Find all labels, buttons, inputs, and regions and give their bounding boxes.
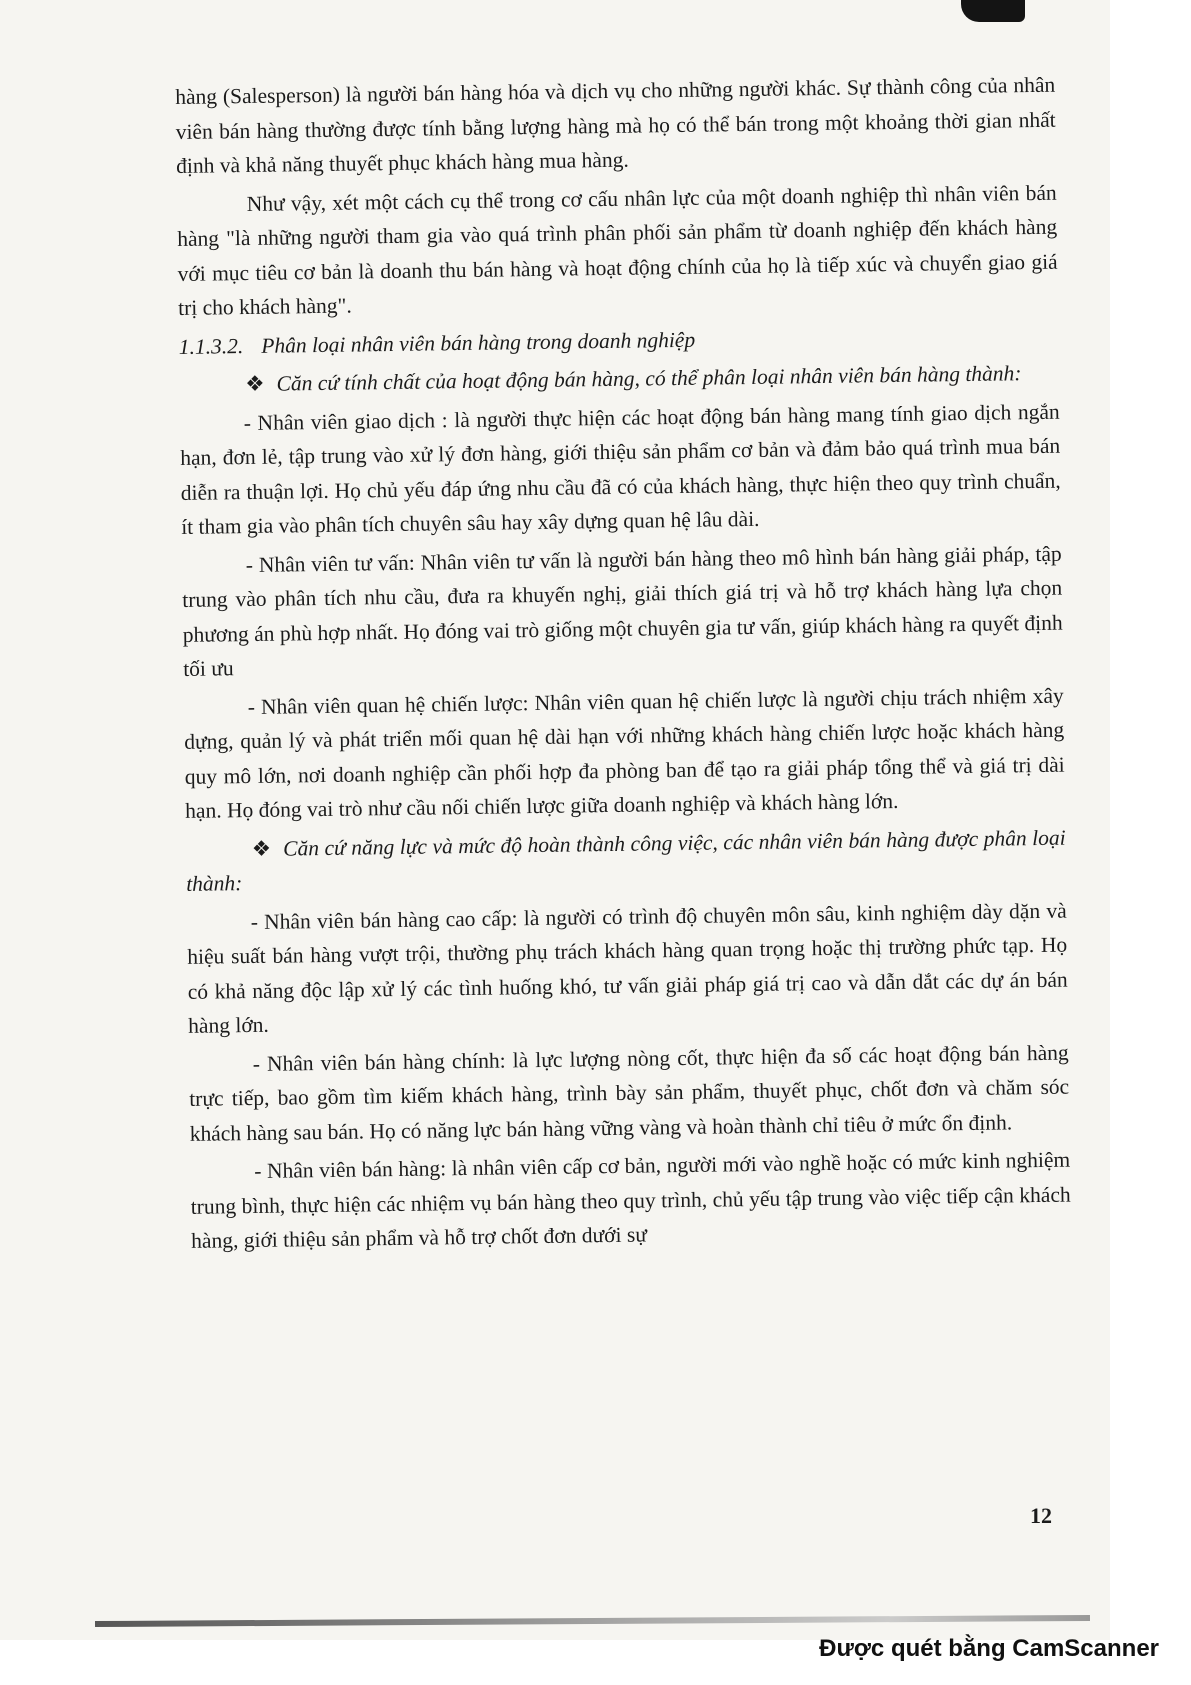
criteria-text: Căn cứ tính chất của hoạt động bán hàng, có thể phân loại nhân viên bán hàng thành:	[276, 361, 1022, 396]
section-title: Phân loại nhân viên bán hàng trong doanh nghiệp	[261, 327, 696, 358]
paragraph-salesperson-definition: hàng (Salesperson) là người bán hàng hóa và dịch vụ cho những người khác. Sự thành công của nhân viên bán hàng thường được tính bằng lượng hàng mà họ có thể bán trong một khoảng thời gian nhất định và khả năng thuyết phục khách hàng mua hàng.	[175, 72, 1056, 178]
criteria-text: Căn cứ năng lực và mức độ hoàn thành công việc, các nhân viên bán hàng được phân loại thành:	[186, 825, 1066, 896]
list-item-basic-sales: - Nhân viên bán hàng: là nhân viên cấp cơ bản, người mới vào nghề hoặc có mức kinh nghiệm trung bình, thực hiện các nhiệm vụ bán hàng theo quy trình, chủ yếu tập trung vào việc tiếp cận khách hàng, giới thiệu sản phẩm và hỗ trợ chốt đơn dưới sự	[190, 1147, 1071, 1253]
bottom-edge-shadow	[95, 1615, 1090, 1627]
page-number: 12	[1030, 1503, 1052, 1528]
list-item-consultant: - Nhân viên tư vấn: Nhân viên tư vấn là người bán hàng theo mô hình bán hàng giải pháp, tập trung vào phân tích nhu cầu, đưa ra khuyến nghị, giải thích giá trị và hỗ trợ khách hàng lựa chọn phương án phù hợp nhất. Họ đóng vai trò giống một chuyên gia tư vấn, giúp khách hàng ra quyết định tối ưu	[182, 541, 1063, 681]
document-body	[175, 68, 1071, 1263]
list-item-senior-sales: - Nhân viên bán hàng cao cấp: là người có trình độ chuyên môn sâu, kinh nghiệm dày dặn và hiệu suất bán hàng vượt trội, thường phụ trách khách hàng quan trọng hoặc thị trường phức tạp. Họ có khả năng độc lập xử lý các tình huống khó, tư vấn giải pháp giá trị cao và dẫn dắt các dự án bán hàng lớn.	[187, 898, 1068, 1038]
criteria-competence-level	[186, 820, 1067, 901]
camscanner-watermark: Được quét bằng CamScanner	[819, 1635, 1159, 1662]
list-item-transactional: - Nhân viên giao dịch : là người thực hiện các hoạt động bán hàng mang tính giao dịch ngắn hạn, đơn lẻ, tập trung vào xử lý đơn hàng, giới thiệu sản phẩm cơ bản và đảm bảo quá trình mua bán diễn ra thuận lợi. Họ chủ yếu đáp ứng nhu cầu đã có của khách hàng, thực hiện theo quy trình chuẩn, ít tham gia vào phân tích chuyên sâu hay xây dựng quan hệ lâu dài.	[180, 399, 1061, 539]
paragraph-sales-staff-role: Như vậy, xét một cách cụ thể trong cơ cấu nhân lực của một doanh nghiệp thì nhân viên bán hàng "là những người tham gia vào quá trình phân phối sản phẩm từ doanh nghiệp đến khách hàng với mục tiêu cơ bản là doanh thu bán hàng và hoạt động chính của họ là tiếp xúc và chuyển giao giá trị cho khách hàng".	[177, 180, 1058, 320]
list-item-strategic-relations: - Nhân viên quan hệ chiến lược: Nhân viên quan hệ chiến lược là người chịu trách nhiệm xây dựng, quản lý và phát triển mối quan hệ dài hạn với những khách hàng chiến lược hoặc khách hàng quy mô lớn, nơi doanh nghiệp cần phối hợp đa phòng ban để tạo ra giải pháp tổng thể và giá trị dài hạn. Họ đóng vai trò như cầu nối chiến lược giữa doanh nghiệp và khách hàng lớn.	[184, 683, 1065, 823]
list-item-main-sales: - Nhân viên bán hàng chính: là lực lượng nòng cốt, thực hiện đa số các hoạt động bán hàng trực tiếp, bao gồm tìm kiếm khách hàng, trình bày sản phẩm, thuyết phục, chốt đơn và chăm sóc khách hàng sau bán. Họ có năng lực bán hàng vững vàng và hoàn thành chỉ tiêu ở mức ổn định.	[189, 1040, 1070, 1146]
section-number: 1.1.3.2.	[178, 333, 244, 359]
corner-scan-artifact	[961, 0, 1025, 22]
diamond-bullet-icon: ❖	[245, 371, 265, 397]
diamond-bullet-icon: ❖	[251, 836, 272, 861]
